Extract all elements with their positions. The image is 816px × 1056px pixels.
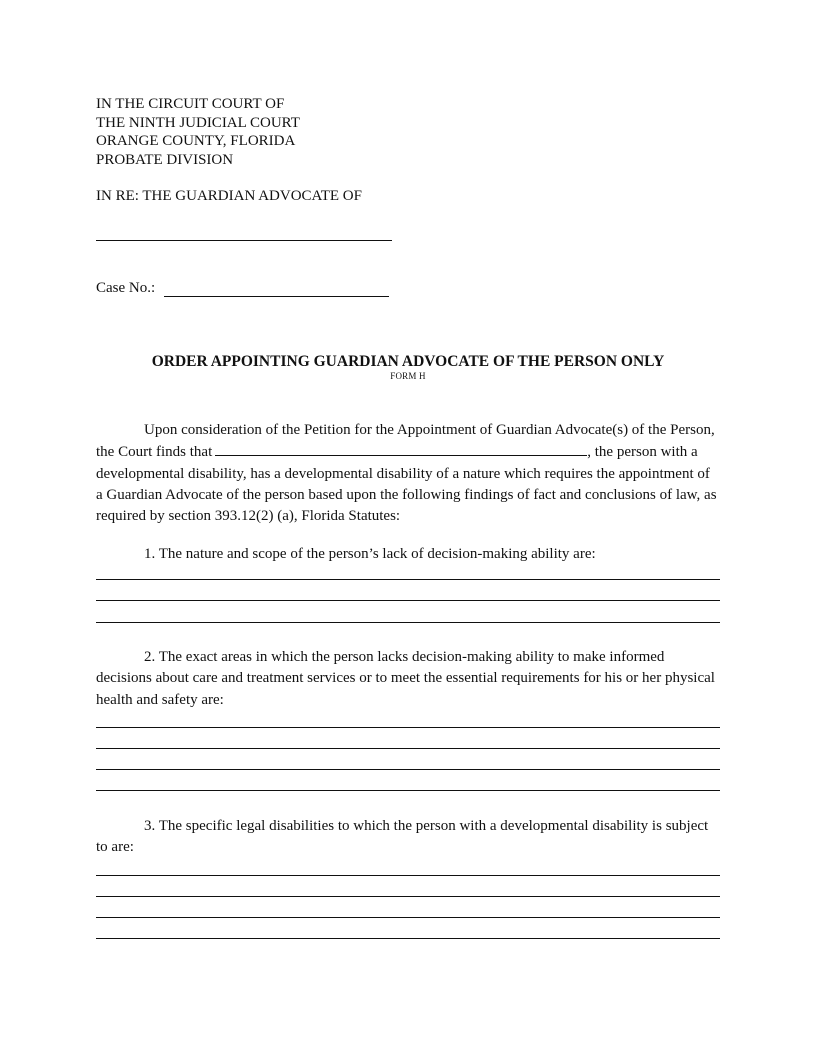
finding-1-answer-line[interactable]	[96, 622, 720, 623]
finding-3-answer-line[interactable]	[96, 938, 720, 939]
ward-name-blank[interactable]	[96, 240, 392, 241]
case-number-blank[interactable]	[164, 281, 389, 297]
finding-1-answer-line[interactable]	[96, 579, 720, 580]
document-title: ORDER APPOINTING GUARDIAN ADVOCATE OF THE PERSON ONLY	[151, 353, 665, 370]
finding-1	[96, 544, 720, 565]
finding-2-answer-line[interactable]	[96, 769, 720, 770]
finding-2-answer-line[interactable]	[96, 790, 720, 791]
finding-2	[96, 647, 720, 711]
intro-text-part1: Upon consideration of the Petition for the Appointment of Guardian Advocate(s) of the Person, the Court finds that	[96, 422, 715, 461]
finding-3-answer-line[interactable]	[96, 875, 720, 876]
court-line-3: ORANGE COUNTY, FLORIDA	[96, 133, 296, 149]
finding-3-answer-line[interactable]	[96, 917, 720, 918]
case-number-row	[96, 280, 389, 297]
court-line-2: THE NINTH JUDICIAL COURT	[96, 114, 300, 131]
person-name-blank[interactable]	[215, 441, 587, 456]
court-line-4: PROBATE DIVISION	[96, 151, 234, 168]
finding-1-answer-line[interactable]	[96, 600, 720, 601]
intro-paragraph	[96, 420, 720, 527]
form-label: FORM H	[390, 371, 426, 381]
finding-3-text: 3. The specific legal disabilities to which the person with a developmental disability is subject to are:	[96, 818, 709, 856]
finding-2-answer-line[interactable]	[96, 748, 720, 749]
court-caption	[96, 95, 300, 169]
case-number-label: Case No.:	[96, 280, 156, 296]
in-re-heading: IN RE: THE GUARDIAN ADVOCATE OF	[96, 188, 362, 204]
finding-3	[96, 816, 720, 859]
finding-2-text: 2. The exact areas in which the person lacks decision-making ability to make informed decisions about care and treatment services or to meet the essential requirements for his or her physical health and safety are:	[96, 649, 715, 708]
intro-text-part2: , the person with a developmental disability, has a developmental disability of a nature which requires the appointment of a Guardian Advocate of the person based upon the following findings of fact and conclusions of law, as required by section 393.12(2) (a), Florida Statutes:	[96, 444, 717, 525]
court-line-1: IN THE CIRCUIT COURT OF	[96, 96, 285, 112]
finding-2-answer-line[interactable]	[96, 727, 720, 728]
finding-1-text: 1. The nature and scope of the person’s lack of decision-making ability are:	[144, 546, 596, 562]
finding-3-answer-line[interactable]	[96, 896, 720, 897]
